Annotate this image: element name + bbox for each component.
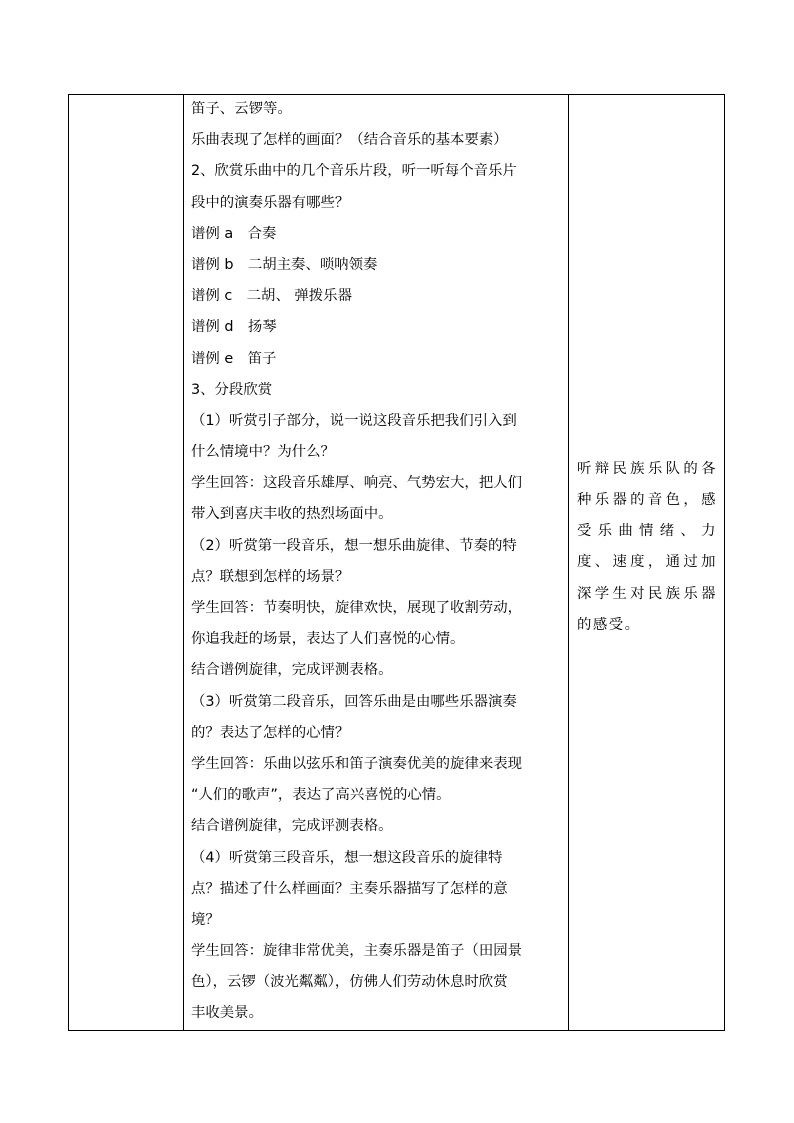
content-line: 谱例 d 扬琴 xyxy=(191,319,277,336)
content-line: 色），云锣（波光粼粼），仿佛人们劳动休息时欣赏 xyxy=(191,974,508,991)
content-line: 谱例 b 二胡主奏、唢呐领奏 xyxy=(191,256,378,273)
content-line: 学生回答：乐曲以弦乐和笛子演奏优美的旋律来表现 xyxy=(191,755,522,772)
content-line: 你追我赶的场景，表达了人们喜悦的心情。 xyxy=(191,631,465,648)
content-line: 笛子、云锣等。 xyxy=(191,101,292,117)
teaching-process-text xyxy=(191,94,562,1030)
content-line: （4）听赏第三段音乐，想一想这段音乐的旋律特 xyxy=(191,849,503,866)
content-line: 3、分段欣赏 xyxy=(191,381,273,398)
stage-cell xyxy=(69,95,184,1031)
content-line: 什么情境中？为什么？ xyxy=(191,444,335,461)
content-line: 2、欣赏乐曲中的几个音乐片段，听一听每个音乐片 xyxy=(191,163,517,180)
content-line: 境？ xyxy=(191,911,220,928)
content-line: 点？联想到怎样的场景？ xyxy=(191,568,350,585)
content-line: 带入到喜庆丰收的热烈场面中。 xyxy=(191,506,393,523)
content-line: 段中的演奏乐器有哪些？ xyxy=(191,194,350,211)
design-intent-cell xyxy=(569,95,725,1031)
content-line: （1）听赏引子部分，说一说这段音乐把我们引入到 xyxy=(191,412,517,429)
content-line: 乐曲表现了怎样的画面？（结合音乐的基本要素） xyxy=(191,132,508,149)
lesson-plan-table xyxy=(68,94,725,1031)
content-line: 结合谱例旋律，完成评测表格。 xyxy=(191,818,393,835)
content-line: 谱例 c 二胡、 弹拨乐器 xyxy=(191,288,352,305)
content-line: “人们的歌声”，表达了高兴喜悦的心情。 xyxy=(191,787,451,804)
content-line: 丰收美景。 xyxy=(191,1005,263,1022)
content-line: 学生回答：这段音乐雄厚、响亮、气势宏大，把人们 xyxy=(191,475,522,492)
content-line: 谱例 e 笛子 xyxy=(191,350,277,367)
content-line: （3）听赏第二段音乐，回答乐曲是由哪些乐器演奏 xyxy=(191,693,517,710)
table-row xyxy=(69,95,725,1031)
content-line: 的？表达了怎样的心情？ xyxy=(191,724,350,741)
content-line: （2）听赏第一段音乐，想一想乐曲旋律、节奏的特 xyxy=(191,537,517,554)
design-intent-text: 听辩民族乐队的各种乐器的音色，感受乐曲情绪、力度、速度，通过加深学生对民族乐器的感受。 xyxy=(577,460,717,633)
content-line: 点？描述了什么样画面？主奏乐器描写了怎样的意 xyxy=(191,880,508,897)
teaching-process-cell xyxy=(184,95,569,1031)
content-line: 学生回答：旋律非常优美，主奏乐器是笛子（田园景 xyxy=(191,943,522,960)
content-line: 谱例 a 合奏 xyxy=(191,225,277,242)
content-line: 学生回答：节奏明快，旋律欢快，展现了收割劳动， xyxy=(191,600,522,616)
content-line: 结合谱例旋律，完成评测表格。 xyxy=(191,662,393,679)
